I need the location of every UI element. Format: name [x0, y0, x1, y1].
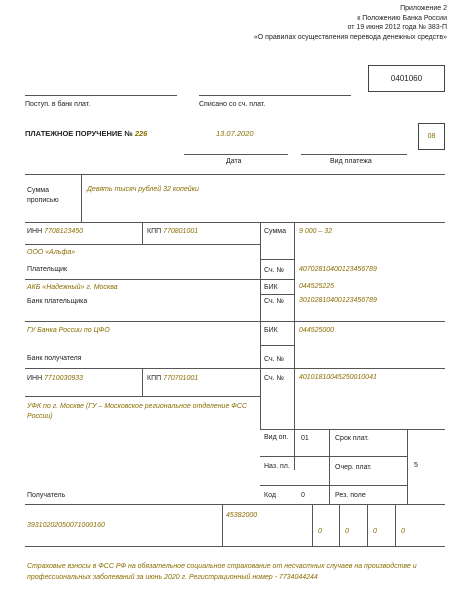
codes-divider-2 — [407, 429, 408, 504]
payer-bank-account-value: 30102810400123456789 — [299, 297, 377, 304]
payer-inn-bottom-line — [25, 244, 260, 245]
payer-name: ООО «Альфа» — [27, 249, 76, 256]
payer-bottom-line — [25, 279, 260, 280]
kbk-value: 39310202050071000160 — [27, 522, 105, 529]
amount-top-line — [25, 174, 445, 175]
main-vertical-2 — [294, 222, 295, 470]
recipient-name: УФК по г. Москве (ГУ – Московское региональное отделение ФСС России) — [27, 403, 247, 420]
payment-purpose: Страховые взносы в ФСС РФ на обязательное социальное страхование от несчастных случаев на производстве и профессиональных заболеваний за июнь 2020 г. Регистрационный номер - 7734044244 — [27, 563, 417, 581]
recipient-bik-bottom-line — [260, 345, 294, 346]
payer-inn-kpp-divider — [142, 222, 143, 244]
recipient-kpp-label: КПП — [147, 375, 162, 382]
sum-value: 9 000 – 32 — [299, 228, 333, 235]
amount-words-value: Девять тысяч рублей 32 копейки — [87, 186, 199, 193]
code-value: 0 — [301, 492, 305, 499]
status-value: 08 — [427, 133, 436, 140]
recipient-bik-value: 044525000 — [299, 327, 335, 334]
op-type-value: 01 — [301, 435, 309, 442]
recipient-inn-bottom-line — [25, 396, 260, 397]
payer-kpp — [147, 228, 198, 235]
title-text: ПЛАТЕЖНОЕ ПОРУЧЕНИЕ № — [25, 129, 133, 138]
tax-field-3: 0 — [373, 528, 377, 535]
payer-inn-value: 7708123450 — [44, 228, 84, 235]
recipient-bottom-line — [25, 504, 445, 505]
payer-inn-label: ИНН — [27, 228, 43, 235]
reserve-label: Рез. поле — [335, 492, 366, 499]
recipient-bank-label: Банк получателя — [27, 355, 82, 362]
payment-type-line — [301, 154, 407, 155]
payer-account-label: Сч. № — [264, 267, 285, 274]
header-line-4: «О правилах осуществления перевода денежных средств» — [253, 33, 447, 41]
debited-line — [199, 95, 351, 96]
status-box — [418, 123, 445, 150]
recipient-inn-label: ИНН — [27, 375, 43, 382]
payment-type-label: Вид платежа — [330, 158, 372, 165]
order-value: 5 — [414, 462, 418, 469]
tax-divider-5 — [395, 504, 396, 546]
payer-bik-label: БИК — [264, 284, 278, 291]
recipient-account-label: Сч. № — [264, 375, 285, 382]
recipient-bik-label: БИК — [264, 327, 278, 334]
main-vertical-1 — [260, 222, 261, 429]
recipient-bank-name: ГУ Банка России по ЦФО — [27, 327, 110, 334]
payer-inn — [27, 228, 83, 235]
received-label: Поступ. в банк плат. — [25, 101, 91, 108]
payment-due-label: Срок плат. — [335, 435, 369, 442]
form-code: 0401060 — [390, 74, 423, 83]
document-date: 13.07.2020 — [216, 129, 254, 138]
recipient-account-value: 40101810045250010041 — [299, 374, 377, 381]
form-code-box — [368, 65, 445, 92]
recipient-bank-bottom-line — [25, 368, 445, 369]
payer-kpp-label: КПП — [147, 228, 162, 235]
appendix-header — [254, 4, 447, 42]
tax-field-4: 0 — [401, 528, 405, 535]
document-number: 226 — [134, 129, 148, 138]
oktmo-value: 45382000 — [226, 512, 258, 519]
recipient-inn — [27, 375, 83, 382]
recipient-bank-account-label: Сч. № — [264, 356, 285, 363]
amount-divider — [81, 174, 82, 222]
document-title — [25, 129, 147, 138]
tax-divider-2 — [312, 504, 313, 546]
tax-divider-4 — [367, 504, 368, 546]
sum-bottom-line — [260, 259, 294, 260]
received-line — [25, 95, 177, 96]
recipient-inn-value: 7710030933 — [44, 375, 84, 382]
tax-bottom-line — [25, 546, 445, 547]
payer-kpp-value: 770801001 — [163, 228, 199, 235]
op-type-label: Вид оп. — [264, 434, 289, 441]
recipient-kpp-value: 770701001 — [163, 375, 199, 382]
recipient-inn-kpp-divider — [142, 368, 143, 396]
code-label: Код — [264, 492, 276, 499]
tax-divider-3 — [339, 504, 340, 546]
header-line-3: от 19 июня 2012 года № 383-П — [347, 24, 447, 31]
payer-bik-value: 044525225 — [299, 283, 335, 290]
recipient-label: Получатель — [27, 492, 66, 499]
purpose-code-label: Наз. пл. — [264, 463, 290, 470]
sum-label: Сумма — [264, 228, 286, 235]
codes-line-3 — [260, 485, 407, 486]
codes-divider-1 — [329, 429, 330, 504]
header-line-1: Приложение 2 — [400, 5, 447, 12]
date-line — [184, 154, 288, 155]
codes-line-2 — [260, 456, 407, 457]
date-label: Дата — [226, 158, 242, 165]
payer-bank-name: АКБ «Надежный» г. Москва — [27, 284, 118, 291]
recipient-kpp — [147, 375, 198, 382]
payer-bank-label: Банк плательщика — [27, 298, 88, 305]
payer-label: Плательщик — [27, 266, 68, 273]
amount-bottom-line — [25, 222, 445, 223]
amount-words-label: Сумма прописью — [27, 187, 59, 204]
tax-field-2: 0 — [345, 528, 349, 535]
tax-field-1: 0 — [318, 528, 322, 535]
debited-label: Списано со сч. плат. — [199, 101, 266, 108]
payer-bank-bottom-line — [25, 321, 445, 322]
payer-account-value: 40702810400123456789 — [299, 266, 377, 273]
codes-top-line — [260, 429, 445, 430]
tax-divider-1 — [222, 504, 223, 546]
account-bottom-line — [260, 279, 294, 280]
payer-bank-account-label: Сч. № — [264, 298, 285, 305]
order-label: Очер. плат. — [335, 464, 372, 471]
payer-bik-bottom-line — [260, 294, 294, 295]
header-line-2: к Положению Банка России — [357, 14, 447, 22]
